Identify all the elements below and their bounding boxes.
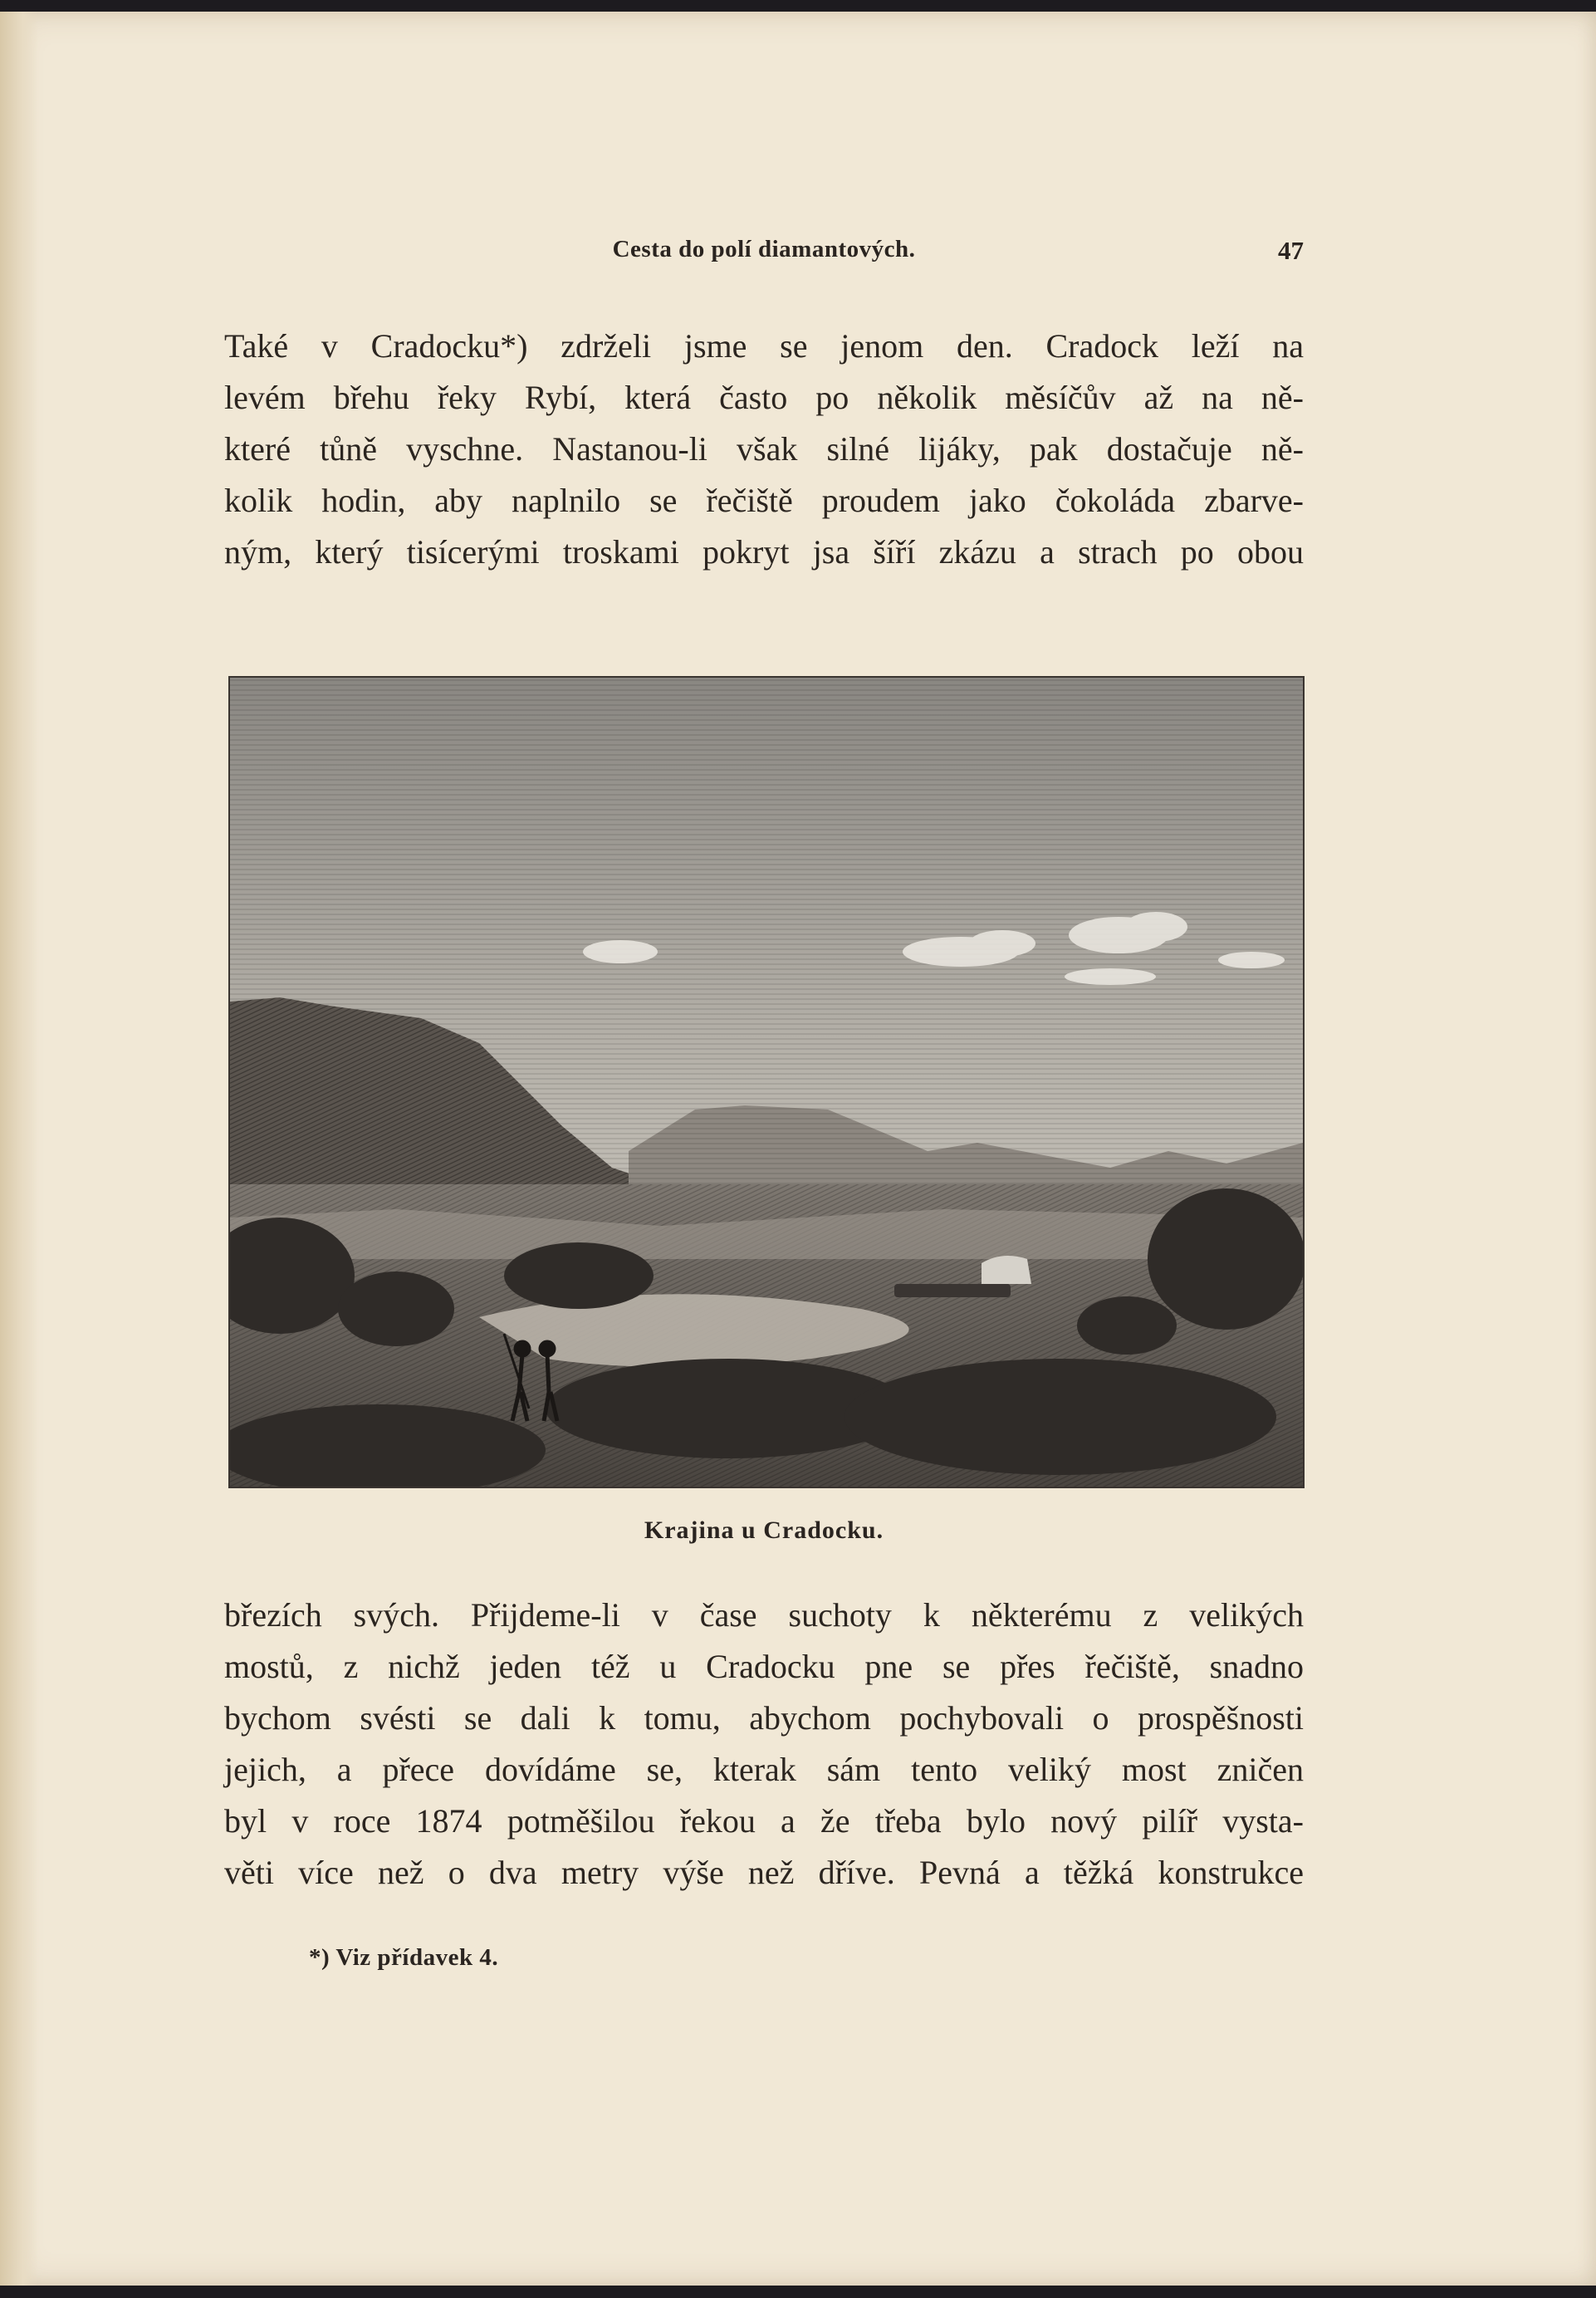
figure-caption: Krajina u Cradocku. bbox=[644, 1516, 884, 1544]
book-page bbox=[0, 12, 1596, 2286]
text-line: březích svých. Přijdeme-li v čase suchoty k některému z velikých bbox=[224, 1596, 1304, 1634]
text-line: ným, který tisícerými troskami pokryt jsa šíří zkázu a strach po obou bbox=[224, 533, 1304, 571]
page-number: 47 bbox=[1278, 236, 1304, 265]
text-line: Také v Cradocku*) zdrželi jsme se jenom den. Cradock leží na bbox=[224, 327, 1304, 365]
text-line: kolik hodin, aby naplnilo se řečiště proudem jako čokoláda zbarve- bbox=[224, 482, 1304, 519]
text-line: byl v roce 1874 potměšilou řekou a že třeba bylo nový pilíř vysta- bbox=[224, 1802, 1304, 1840]
footnote: *) Viz přídavek 4. bbox=[309, 1944, 499, 1971]
landscape-engraving-icon bbox=[228, 676, 1305, 1488]
text-line: bychom svésti se dali k tomu, abychom pochybovali o prospěšnosti bbox=[224, 1699, 1304, 1737]
text-line: jejich, a přece dovídáme se, kterak sám tento veliký most zničen bbox=[224, 1751, 1304, 1788]
text-line: levém břehu řeky Rybí, která často po několik měsíčův až na ně- bbox=[224, 379, 1304, 416]
paragraph-bottom bbox=[224, 1590, 1304, 1899]
running-head-title: Cesta do polí diamantových. bbox=[612, 236, 916, 262]
page-spine-shadow bbox=[0, 12, 38, 2286]
text-line: věti více než o dva metry výše než dříve. Pevná a těžká konstrukce bbox=[224, 1854, 1304, 1891]
text-line: které tůně vyschne. Nastanou-li však silné lijáky, pak dostačuje ně- bbox=[224, 430, 1304, 468]
paragraph-top bbox=[224, 321, 1304, 578]
running-head bbox=[224, 236, 1304, 277]
text-line: mostů, z nichž jeden též u Cradocku pne se přes řečiště, snadno bbox=[224, 1648, 1304, 1685]
